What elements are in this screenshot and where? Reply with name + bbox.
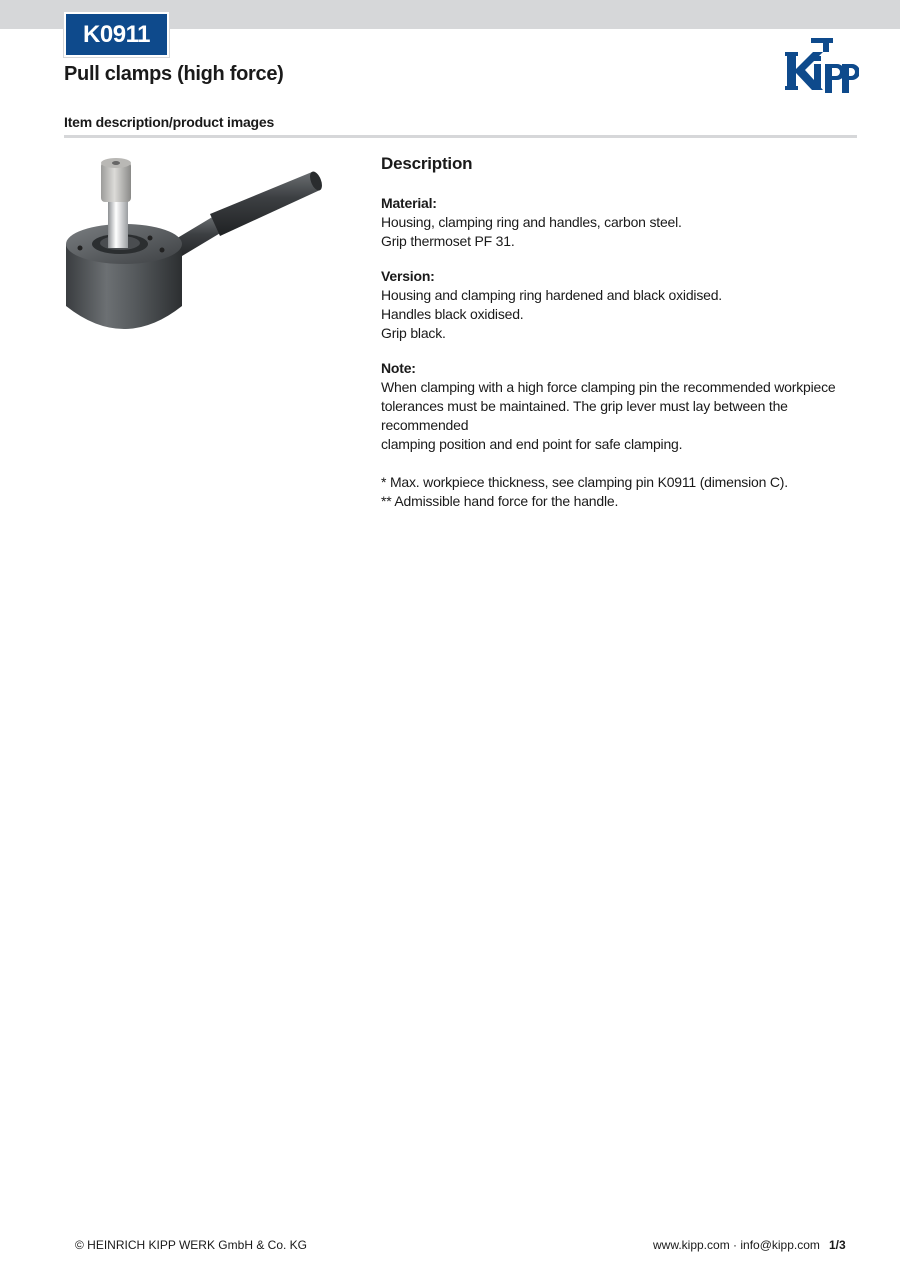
version-line: Housing and clamping ring hardened and black oxidised. [381,287,722,303]
description-panel [381,154,856,527]
page-number: 1/3 [829,1238,846,1252]
material-block [381,194,856,251]
footer-copyright: © HEINRICH KIPP WERK GmbH & Co. KG [75,1238,307,1252]
product-code-badge: K0911 [64,12,169,57]
material-label: Material: [381,195,437,211]
kipp-logo [783,36,859,94]
footnote: ** Admissible hand force for the handle. [381,493,619,509]
footnote: * Max. workpiece thickness, see clamping pin K0911 (dimension C). [381,474,788,490]
description-heading: Description [381,154,473,173]
page-title: Pull clamps (high force) [64,63,284,85]
note-line: clamping position and end point for safe clamping. [381,436,683,452]
version-line: Grip black. [381,325,446,341]
section-divider [64,135,857,138]
note-label: Note: [381,360,416,376]
pull-clamp-product-image [64,150,322,342]
version-block [381,267,856,343]
material-line: Grip thermoset PF 31. [381,233,515,249]
material-line: Housing, clamping ring and handles, carbon steel. [381,214,682,230]
note-line: tolerances must be maintained. The grip lever must lay between the recommended [381,398,788,433]
section-heading: Item description/product images [64,114,275,130]
note-line: When clamping with a high force clamping pin the recommended workpiece [381,379,836,395]
footer-contact: www.kipp.com · info@kipp.com [653,1238,820,1252]
version-line: Handles black oxidised. [381,306,524,322]
note-block [381,359,856,511]
version-label: Version: [381,268,435,284]
